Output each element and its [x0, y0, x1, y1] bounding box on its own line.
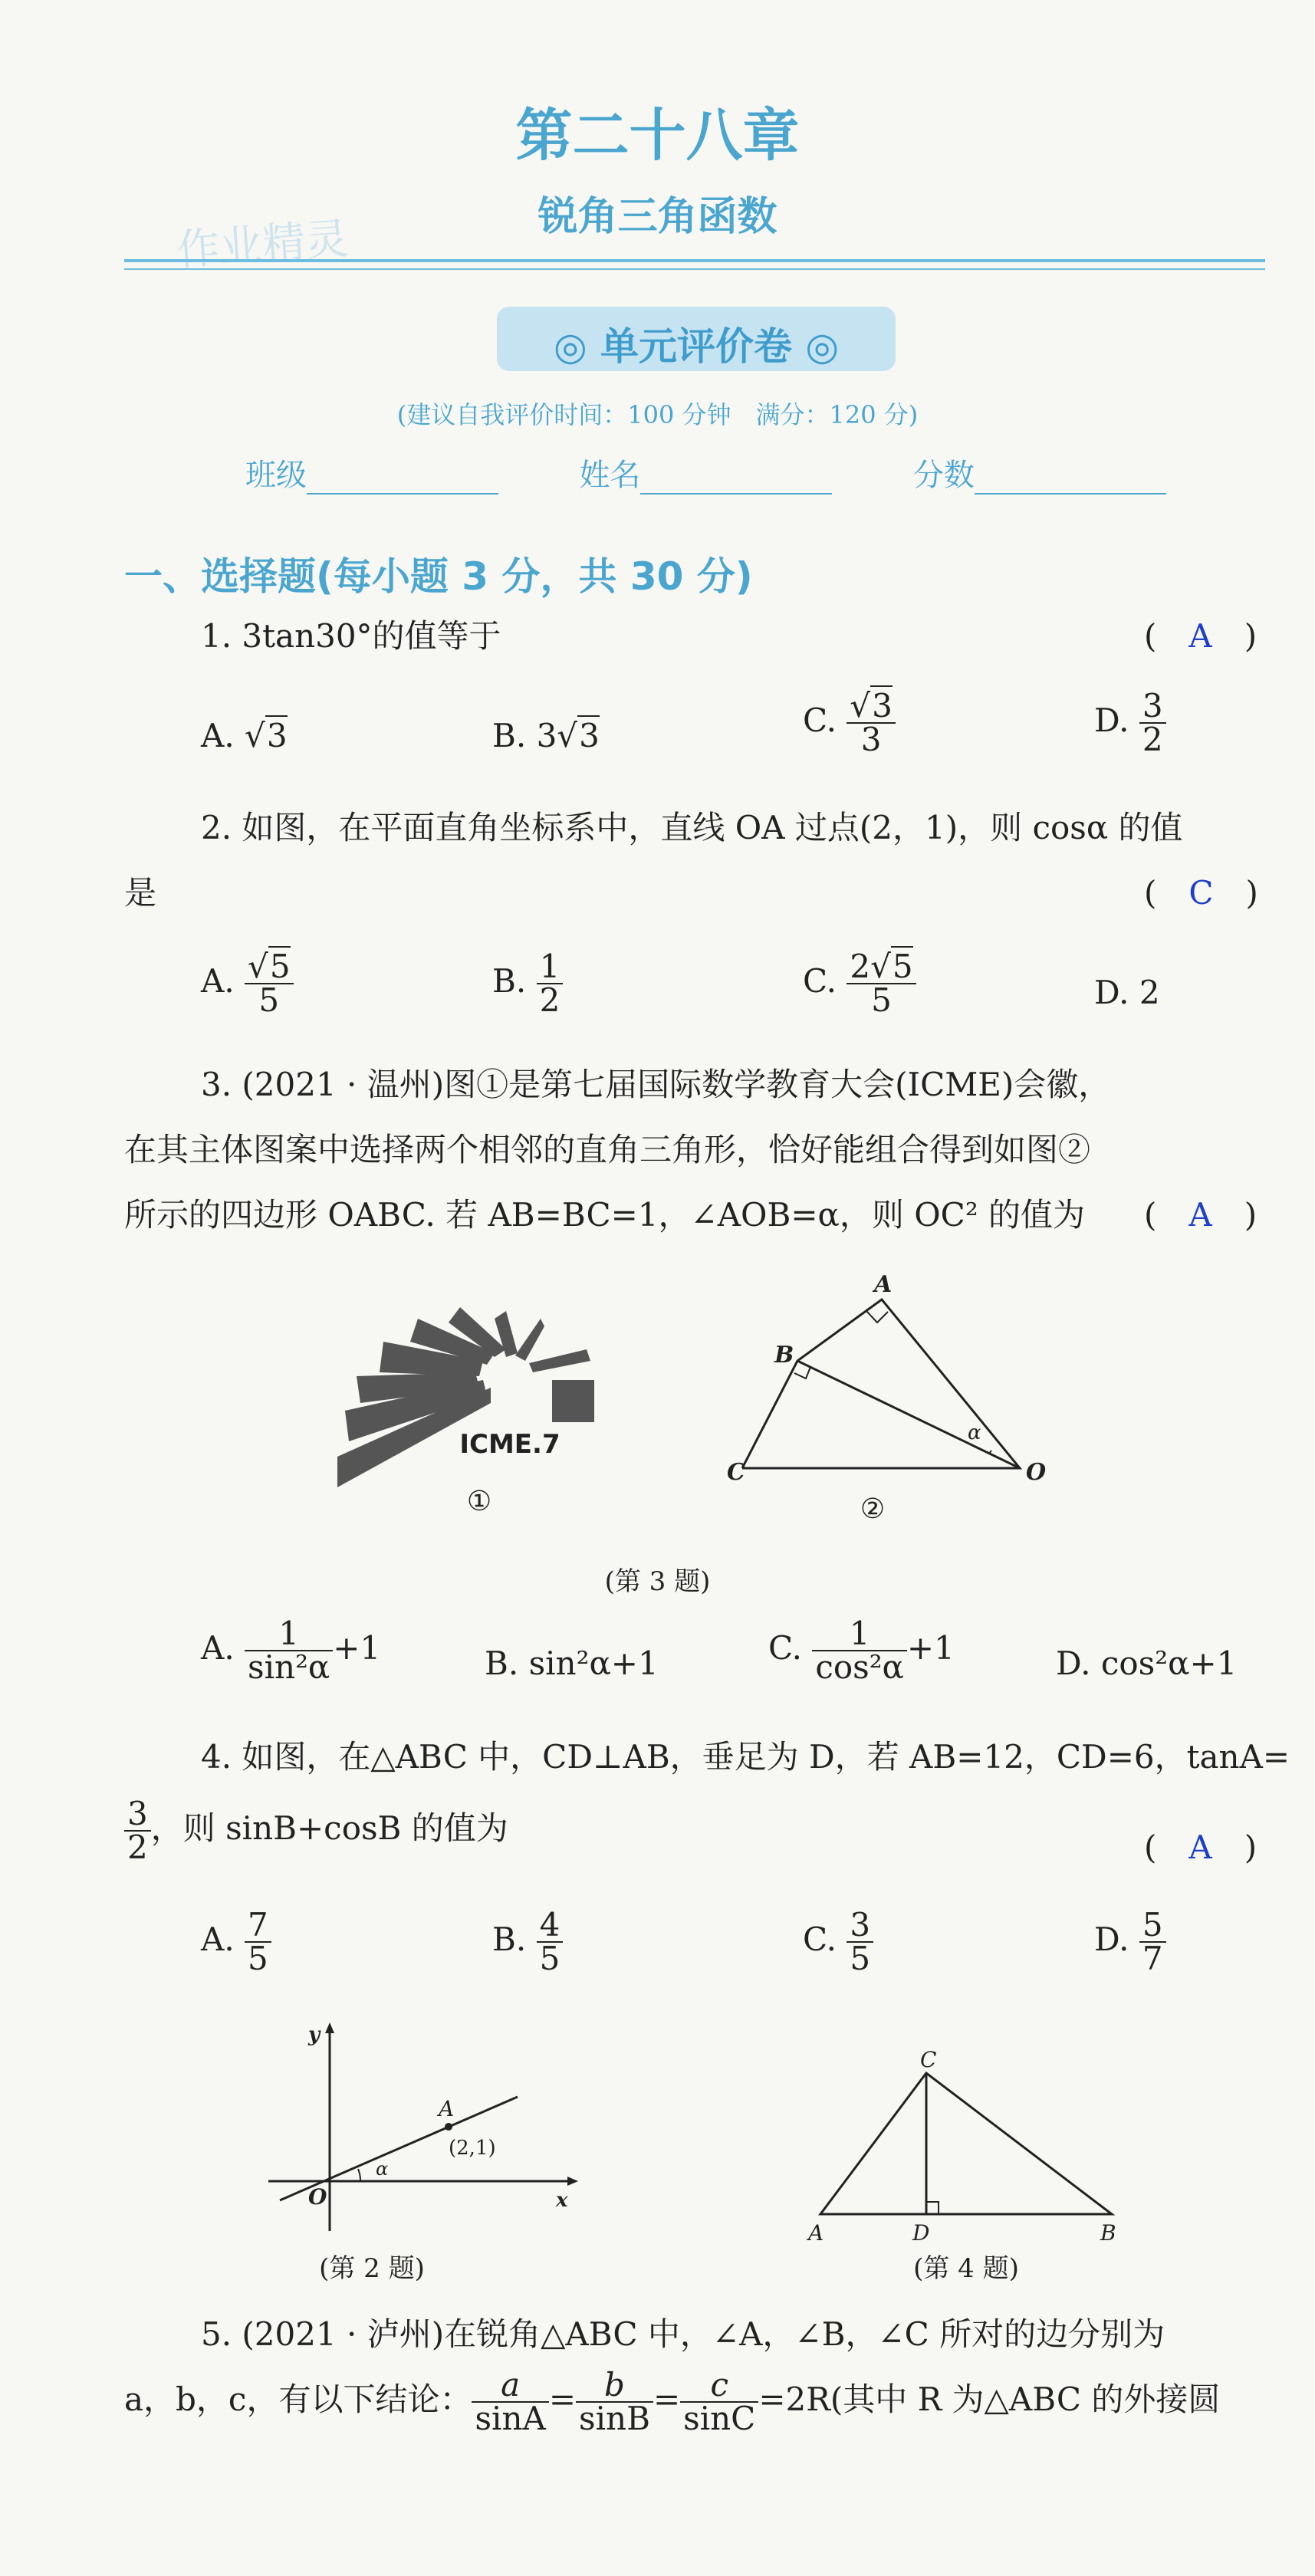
logo-blade-10	[552, 1380, 594, 1422]
point-a	[445, 2123, 452, 2131]
q3-line1: 3. (2021 · 温州)图①是第七届国际数学教育大会(ICME)会徽，	[201, 1066, 1111, 1103]
label-a: A	[808, 2220, 824, 2246]
q3-line2: 在其主体图案中选择两个相邻的直角三角形，恰好能组合得到如图②	[124, 1131, 1091, 1168]
q3-option-a: A. $\frac{1}{\text{sin²α}}$ +1	[201, 1615, 381, 1686]
label-alpha: α	[376, 2158, 389, 2180]
label-c: C	[920, 2047, 937, 2072]
q5-line2: a，b，c，有以下结论： $\frac{a}{\sin A}$ = $\frac{b}{\sin B}$ = $\frac{c}{\sin C}$ =2R(其中 R 为△ABC 的外接圆	[124, 2366, 1221, 2437]
q3-answer: A	[1188, 1196, 1212, 1234]
q2-option-b: B. $\frac{1}{2}$	[492, 951, 563, 1017]
watermark: 作业精灵	[175, 214, 350, 276]
q1-stem: 1. 3tan30°的值等于	[201, 617, 501, 655]
q2-stem-line1: 2. 如图，在平面直角坐标系中，直线 OA 过点(2，1)，则 cosα 的值	[201, 809, 1183, 846]
q1-option-c: C. $\frac{√3}{3}$	[803, 690, 896, 756]
q4-option-c: C. $\frac{3}{5}$	[803, 1909, 873, 1975]
q4-answer: A	[1188, 1829, 1212, 1866]
score-label: 分数	[912, 458, 975, 493]
icme-logo-figure	[322, 1288, 644, 1541]
fig-q2-caption: (第 2 题)	[319, 2253, 425, 2284]
triangle-abc	[820, 2073, 1112, 2214]
right-angle-a	[866, 1311, 888, 1322]
quad-diagonal-ob	[797, 1361, 1020, 1468]
triangle-figure	[797, 2039, 1142, 2292]
quadrilateral-figure	[713, 1261, 1066, 1541]
q1-option-d: D. $\frac{3}{2}$	[1094, 690, 1166, 756]
q4-option-b: B. $\frac{4}{5}$	[492, 1909, 563, 1975]
name-blank[interactable]	[640, 462, 832, 495]
right-angle-d	[926, 2202, 939, 2214]
label-a: A	[439, 2096, 455, 2121]
q1-option-b: B. 3√3	[492, 717, 600, 754]
q2-answer: C	[1188, 874, 1214, 912]
q3-option-b: B. sin²α+1	[485, 1644, 659, 1682]
info-row	[245, 451, 1166, 495]
label-y: y	[308, 2023, 321, 2046]
fig1-label: ①	[466, 1486, 492, 1517]
q4-option-d: D. $\frac{5}{7}$	[1094, 1909, 1166, 1975]
unit-banner: ◎ 单元评价卷 ◎	[553, 324, 840, 369]
alpha-arc	[358, 2169, 360, 2181]
pt-c: C	[727, 1459, 745, 1486]
q1-answer: A	[1188, 617, 1212, 655]
icme-text: ICME.7	[459, 1429, 561, 1460]
q4-line1: 4. 如图，在△ABC 中，CD⊥AB，垂足为 D，若 AB=12，CD=6，tanA=	[201, 1738, 1290, 1776]
q2-stem-line2: 是	[124, 874, 157, 912]
y-arrow	[325, 2022, 334, 2033]
pt-b: B	[774, 1342, 794, 1368]
q1-option-a: A. √3	[201, 717, 288, 754]
q2-option-c: C. $\frac{2√5}{5}$	[803, 951, 916, 1017]
fig-q4-caption: (第 4 题)	[913, 2253, 1019, 2284]
q3-option-c: C. $\frac{1}{\text{cos²α}}$ +1	[768, 1615, 955, 1686]
score-blank[interactable]	[975, 462, 1166, 495]
pt-o: O	[1026, 1459, 1047, 1486]
x-arrow	[567, 2177, 578, 2186]
header-rule-top	[124, 259, 1265, 262]
label-x: x	[556, 2189, 568, 2212]
name-label: 姓名	[579, 458, 641, 493]
class-blank[interactable]	[307, 462, 498, 495]
logo-blade-8	[515, 1319, 544, 1361]
coordinate-figure	[253, 2016, 590, 2292]
q2-option-d: D. 2	[1094, 974, 1160, 1011]
logo-blade-9	[529, 1349, 590, 1372]
q2-option-a: A. $\frac{√5}{5}$	[201, 951, 294, 1017]
class-label: 班级	[245, 458, 307, 493]
pt-a: A	[874, 1271, 893, 1298]
q4-answer-paren: ( A )	[1144, 1829, 1257, 1866]
label-d: D	[912, 2220, 930, 2246]
label-o: O	[308, 2184, 327, 2210]
q2-answer-paren: ( C )	[1144, 874, 1258, 912]
label-point: (2,1)	[449, 2137, 496, 2160]
label-b: B	[1100, 2220, 1116, 2246]
section-title: 一、选择题(每小题 3 分，共 30 分)	[124, 554, 753, 599]
chapter-subtitle: 锐角三角函数	[538, 194, 777, 240]
q3-caption: (第 3 题)	[604, 1566, 711, 1597]
time-note: (建议自我评价时间：100 分钟 满分：120 分)	[396, 400, 919, 429]
q4-option-a: A. $\frac{7}{5}$	[201, 1909, 271, 1975]
q3-option-d: D. cos²α+1	[1056, 1644, 1238, 1682]
angle-alpha: α	[968, 1421, 981, 1444]
q4-line2: $\frac{3}{2}$ ，则 sinB+cosB 的值为	[124, 1798, 508, 1864]
q3-line3: 所示的四边形 OABC. 若 AB=BC=1，∠AOB=α，则 OC² 的值为	[124, 1196, 1086, 1234]
q3-answer-paren: ( A )	[1144, 1196, 1257, 1234]
q5-line1: 5. (2021 · 泸州)在锐角△ABC 中，∠A，∠B，∠C 所对的边分别为	[201, 2315, 1165, 2353]
fig2-label: ②	[860, 1493, 886, 1525]
header-rule-bottom	[124, 268, 1265, 270]
chapter-title: 第二十八章	[515, 103, 800, 169]
right-angle-b	[794, 1367, 810, 1378]
q1-answer-paren: ( A )	[1144, 617, 1257, 655]
